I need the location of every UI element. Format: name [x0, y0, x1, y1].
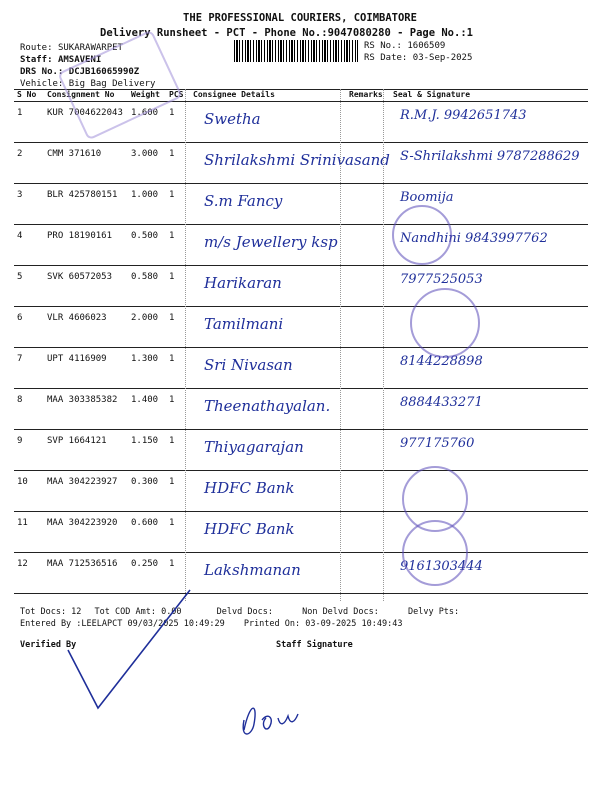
- row-weight: 1.400: [128, 389, 166, 430]
- vehicle-label: Vehicle:: [20, 79, 64, 89]
- row-seal-cell: [390, 143, 588, 184]
- row-consignee-cell: [190, 553, 346, 594]
- row-pcs: 1: [166, 348, 190, 389]
- table-body: [14, 102, 588, 594]
- barcode: [234, 40, 358, 62]
- row-signature-handwriting: 7977525053: [400, 272, 483, 287]
- row-consignment-no: BLR 425780151: [44, 184, 128, 225]
- row-consignee-cell: [190, 143, 390, 184]
- row-consignee-cell: [190, 102, 346, 143]
- row-pcs: 1: [166, 102, 190, 143]
- row-signature-handwriting: Boomija: [400, 190, 454, 205]
- row-consignment-no: MAA 304223927: [44, 471, 128, 512]
- table-row: [14, 471, 588, 512]
- row-weight: 1.600: [128, 102, 166, 143]
- row-sno: 7: [14, 348, 44, 389]
- row-consignee-handwriting: Tamilmani: [204, 315, 284, 333]
- row-consignee-cell: [190, 471, 346, 512]
- column-divider: [340, 89, 341, 601]
- column-divider: [185, 89, 186, 601]
- row-consignment-no: VLR 4606023: [44, 307, 128, 348]
- row-signature-handwriting: S-Shrilakshmi 9787288629: [400, 149, 580, 164]
- row-weight: 2.000: [128, 307, 166, 348]
- staff-label: Staff:: [20, 55, 53, 65]
- rs-date-label: RS Date:: [364, 53, 408, 63]
- row-seal-cell: [390, 348, 588, 389]
- col-consignee: Consignee Details: [190, 90, 346, 102]
- row-pcs: 1: [166, 225, 190, 266]
- row-pcs: 1: [166, 553, 190, 594]
- row-signature-handwriting: R.M.J. 9942651743: [400, 108, 527, 123]
- company-title: THE PROFESSIONAL COURIERS, COIMBATORE: [183, 12, 417, 24]
- row-signature-handwriting: 8884433271: [400, 395, 483, 410]
- table-row: [14, 430, 588, 471]
- row-sno: 11: [14, 512, 44, 553]
- row-consignee-cell: [190, 184, 346, 225]
- rs-no-label: RS No.:: [364, 41, 402, 51]
- row-consignee-handwriting: Sri Nivasan: [204, 356, 293, 374]
- row-pcs: 1: [166, 389, 190, 430]
- table-row: [14, 307, 588, 348]
- delvd-docs: Delvd Docs:: [216, 607, 273, 617]
- vehicle-value: Big Bag Delivery: [68, 79, 156, 89]
- row-sno: 10: [14, 471, 44, 512]
- row-consignee-handwriting: Thiyagarajan: [204, 438, 304, 456]
- row-signature-handwriting: 977175760: [400, 436, 475, 451]
- row-consignee-cell: [190, 266, 346, 307]
- row-consignment-no: MAA 712536516: [44, 553, 128, 594]
- sheet-title: Delivery Runsheet - PCT - Phone No.:9047080280 - Page No.:1: [100, 27, 473, 39]
- row-sno: 1: [14, 102, 44, 143]
- row-weight: 0.250: [128, 553, 166, 594]
- association-stamp: [410, 288, 480, 358]
- route-label: Route:: [20, 43, 53, 53]
- route-value: SUKARAWARPET: [57, 43, 123, 53]
- rs-no-value: 1606509: [407, 41, 446, 51]
- rs-date-line: [364, 52, 472, 64]
- row-consignee-handwriting: Theenathayalan.: [204, 397, 331, 415]
- tot-cod: Tot COD Amt: 0.00: [94, 607, 182, 617]
- table-row: [14, 184, 588, 225]
- drs-label: DRS No.:: [20, 67, 64, 77]
- row-consignment-no: SVP 1664121: [44, 430, 128, 471]
- row-pcs: 1: [166, 430, 190, 471]
- table-row: [14, 348, 588, 389]
- row-seal-cell: [390, 430, 588, 471]
- table-row: [14, 512, 588, 553]
- rs-no-line: [364, 40, 445, 52]
- row-consignee-handwriting: m/s Jewellery ksp: [204, 233, 338, 251]
- col-sno: S No: [14, 90, 44, 102]
- staff-value: AMSAVENI: [57, 55, 102, 65]
- row-weight: 1.000: [128, 184, 166, 225]
- col-weight: Weight: [128, 90, 166, 102]
- row-pcs: 1: [166, 512, 190, 553]
- printed-on: Printed On: 03-09-2025 10:49:43: [243, 619, 403, 629]
- row-sno: 6: [14, 307, 44, 348]
- row-pcs: 1: [166, 471, 190, 512]
- row-consignment-no: CMM 371610: [44, 143, 128, 184]
- row-weight: 0.580: [128, 266, 166, 307]
- table-row: [14, 143, 588, 184]
- row-consignee-handwriting: Lakshmanan: [204, 561, 301, 579]
- row-consignee-cell: [190, 307, 346, 348]
- row-signature-handwriting: Nandhini 9843997762: [400, 231, 548, 246]
- round-stamp: [392, 205, 452, 265]
- hdfc-bank-stamp: [402, 520, 468, 586]
- row-consignee-cell: [190, 225, 346, 266]
- entered-by: Entered By :LEELAPCT 09/03/2025 10:49:29: [20, 619, 225, 629]
- row-consignee-handwriting: HDFC Bank: [204, 520, 295, 538]
- row-consignment-no: SVK 60572053: [44, 266, 128, 307]
- row-weight: 1.150: [128, 430, 166, 471]
- table-row: [14, 266, 588, 307]
- row-pcs: 1: [166, 307, 190, 348]
- row-weight: 0.500: [128, 225, 166, 266]
- row-weight: 1.300: [128, 348, 166, 389]
- non-delvd-docs: Non Delvd Docs:: [302, 607, 379, 617]
- staff-signature-scribble: [230, 690, 310, 750]
- row-sno: 4: [14, 225, 44, 266]
- row-consignee-cell: [190, 348, 346, 389]
- row-seal-cell: [390, 102, 588, 143]
- col-seal: Seal & Signature: [390, 90, 588, 102]
- col-pcs: PCS: [166, 90, 190, 102]
- col-consignment: Consignment No: [44, 90, 128, 102]
- column-divider: [383, 89, 384, 601]
- tot-docs: Tot Docs: 12: [20, 607, 82, 617]
- row-weight: 0.600: [128, 512, 166, 553]
- staff-signature-label: Staff Signature: [276, 640, 353, 650]
- row-consignee-handwriting: Harikaran: [204, 274, 282, 292]
- row-sno: 3: [14, 184, 44, 225]
- row-pcs: 1: [166, 266, 190, 307]
- row-consignment-no: MAA 303385382: [44, 389, 128, 430]
- row-consignee-handwriting: Shrilakshmi Srinivasand: [204, 151, 390, 169]
- row-sno: 8: [14, 389, 44, 430]
- verified-by-label: Verified By: [20, 640, 77, 650]
- row-consignee-handwriting: HDFC Bank: [204, 479, 295, 497]
- row-sno: 12: [14, 553, 44, 594]
- row-consignee-cell: [190, 430, 346, 471]
- row-sno: 5: [14, 266, 44, 307]
- drs-value: DCJB16065990Z: [68, 67, 140, 77]
- row-pcs: 1: [166, 143, 190, 184]
- row-weight: 3.000: [128, 143, 166, 184]
- row-weight: 0.300: [128, 471, 166, 512]
- delvy-pts: Delvy Pts:: [407, 607, 460, 617]
- row-signature-handwriting: 9161303444: [400, 559, 483, 574]
- table-row: [14, 225, 588, 266]
- row-consignment-no: UPT 4116909: [44, 348, 128, 389]
- row-signature-handwriting: 8144228898: [400, 354, 483, 369]
- row-consignee-handwriting: Swetha: [204, 110, 261, 128]
- row-sno: 2: [14, 143, 44, 184]
- row-consignment-no: PRO 18190161: [44, 225, 128, 266]
- row-seal-cell: [390, 389, 588, 430]
- row-consignee-cell: [190, 389, 346, 430]
- row-consignment-no: KUR 7004622043: [44, 102, 128, 143]
- rs-date-value: 03-Sep-2025: [412, 53, 473, 63]
- row-sno: 9: [14, 430, 44, 471]
- table-row: [14, 389, 588, 430]
- runsheet-table: [14, 89, 588, 594]
- row-pcs: 1: [166, 184, 190, 225]
- row-consignment-no: MAA 304223920: [44, 512, 128, 553]
- row-consignee-handwriting: S.m Fancy: [204, 192, 283, 210]
- verification-tick: [40, 570, 200, 720]
- col-remarks: Remarks: [346, 90, 390, 102]
- row-consignee-cell: [190, 512, 346, 553]
